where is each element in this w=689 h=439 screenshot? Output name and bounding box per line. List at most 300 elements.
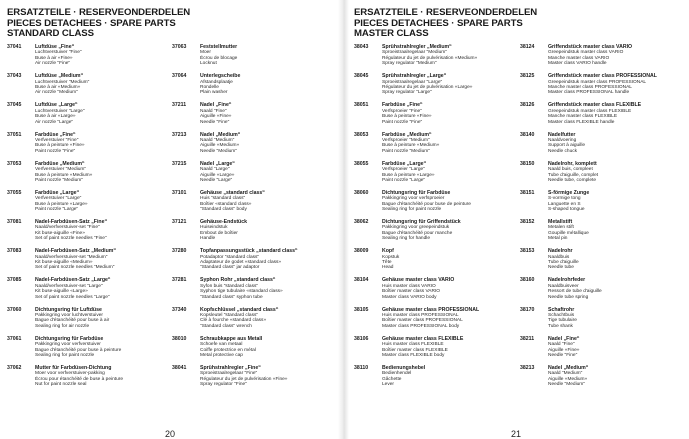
part-title: Farbdüse „Large“: [35, 189, 80, 196]
part-number: 38045: [354, 73, 369, 80]
part-title: Luftdüse „Medium“: [35, 73, 84, 80]
part-number: 37064: [172, 73, 187, 80]
left-page: [0, 0, 338, 439]
part-entry: [172, 366, 330, 388]
part-description: [200, 191, 330, 213]
part-title: Dichtungsring für Farbdüse: [382, 189, 451, 196]
part-translation: Régulateur du jet de pulvérisation «Fine»: [200, 376, 288, 382]
part-entry: [354, 74, 512, 96]
part-translation: Naaldvoering: [548, 137, 577, 143]
header-line-3: STANDARD CLASS: [7, 28, 94, 39]
part-number: 38010: [172, 335, 187, 342]
part-description: [200, 220, 330, 242]
part-title: Farbdüse „Medium“: [35, 160, 85, 167]
part-translation: Bague d'étanchéité pour buse à peinture: [35, 347, 122, 353]
part-description: [548, 162, 678, 184]
part-translation: S-shaped tongue: [548, 207, 585, 213]
left-column-2: [172, 45, 330, 388]
part-description: [548, 220, 678, 242]
part-translation: Luchtverstuiver "Large": [35, 108, 85, 114]
part-entry: [172, 162, 330, 184]
part-description: [382, 308, 512, 330]
part-title: Sprühstrahlregler „Fine“: [200, 364, 261, 371]
part-title: Farbdüse „Fine“: [382, 102, 423, 109]
part-title: Gehäuse master class FLEXIBLE: [382, 335, 464, 342]
part-number: 38051: [354, 102, 369, 109]
part-description: [200, 366, 330, 388]
part-number: 38104: [354, 277, 369, 284]
part-translation: Naald "Fine": [200, 108, 227, 114]
part-translation: Buse à peinture «Medium»: [382, 143, 440, 149]
part-translation: Aiguille «Fine»: [548, 347, 580, 353]
part-translation: Pakkingring voor verfverstuiver: [35, 342, 101, 348]
part-number: 38041: [172, 364, 187, 371]
part-translation: Air nozzle "Medium": [35, 90, 78, 96]
part-number: 38105: [354, 306, 369, 313]
part-number: 38213: [520, 364, 535, 371]
part-translation: Aiguille «Large»: [200, 172, 235, 178]
part-translation: Tige tubulaire: [548, 318, 577, 324]
part-title: Feststellmutter: [200, 44, 238, 50]
part-number: 38125: [520, 73, 535, 80]
part-translation: Bedienhendel: [382, 371, 412, 377]
part-translation: Schoefe van metaal: [200, 342, 243, 348]
part-title: Gehäuse-Endstück: [200, 219, 247, 226]
part-translation: Boîtier «standard class»: [200, 201, 252, 207]
part-title: Nadelrohr: [548, 248, 573, 255]
part-entry: [7, 74, 165, 96]
part-description: [35, 103, 165, 125]
part-entry: [7, 308, 165, 330]
part-description: [548, 366, 678, 388]
part-translation: Naald/verfverstuiver-set "Large": [35, 283, 103, 289]
part-number: 38043: [354, 44, 369, 50]
header-line-3: MASTER CLASS: [354, 28, 429, 39]
part-translation: Kit buse-aiguille «Fine»: [35, 230, 85, 236]
part-number: 38151: [520, 189, 535, 196]
part-translation: Verfsproeier "Fine": [382, 108, 422, 114]
part-title: Nadelfutter: [548, 131, 576, 138]
part-translation: Support à aiguille: [548, 143, 586, 149]
part-title: Dichtungsring für Farbdüse: [35, 335, 104, 342]
part-description: [200, 133, 330, 155]
part-translation: Sealing ring for paint nozzle: [382, 207, 442, 213]
part-translation: Bague d'étanchéité pour buse de peinture: [382, 201, 471, 207]
part-title: Farbdüse „Large“: [382, 160, 427, 167]
part-number: 38160: [520, 277, 535, 284]
part-description: [548, 45, 678, 67]
part-description: [200, 249, 330, 271]
part-number: 38211: [520, 335, 535, 342]
header-line-2: PIECES DETACHEES · SPARE PARTS: [354, 17, 523, 29]
part-entry: [520, 133, 678, 155]
part-translation: Rondelle: [200, 84, 219, 90]
part-translation: Moer voor verfverstuiver-pakking: [35, 371, 105, 377]
part-description: [35, 249, 165, 271]
part-translation: Spray regulator "Large": [382, 90, 432, 96]
part-title: Nadel „Medium“: [548, 364, 589, 371]
part-title: Nadel-Farbdüsen-Satz „Large“: [35, 277, 111, 284]
part-translation: Kit buse-aiguille «Large»: [35, 289, 88, 295]
part-translation: Needle "Fine": [548, 352, 578, 358]
part-entry: [354, 191, 512, 213]
part-translation: Plain washer: [200, 90, 228, 96]
header-line-1: ERSATZTEILE · RESERVEONDERDELEN: [7, 7, 191, 18]
part-description: [35, 45, 165, 67]
part-translation: Luchtverstuiver "Fine": [35, 50, 82, 56]
part-translation: "Standard class" wrench: [200, 323, 252, 329]
part-title: Sprühstrahlregler „Large“: [382, 73, 447, 80]
part-entry: [354, 308, 512, 330]
part-entry: [354, 249, 512, 271]
part-entry: [354, 162, 512, 184]
part-number: 38170: [520, 306, 535, 313]
part-translation: Sproeistraalregelaar "Medium": [382, 50, 447, 56]
part-description: [382, 366, 512, 388]
part-number: 37043: [7, 73, 22, 80]
part-translation: Syfon buis "standard class": [200, 283, 259, 289]
part-translation: Manche master class VARIO: [548, 55, 610, 61]
part-translation: Naald/verfverstuiver-set "Fine": [35, 225, 100, 231]
part-number: 37061: [7, 335, 22, 342]
part-translation: "Standard class" syphon tube: [200, 294, 263, 300]
part-title: Kopfschlüssel „standard class“: [200, 306, 279, 313]
part-title: Griffendstück master class FLEXIBLE: [548, 102, 642, 109]
part-description: [548, 337, 678, 359]
part-translation: Needle tube, complete: [548, 177, 596, 183]
part-translation: Pakkingring voor luchtverstuiver: [35, 312, 103, 318]
part-entry: [7, 366, 165, 388]
part-translation: Pakkingring voor greepeindstuk: [382, 225, 450, 231]
part-description: [382, 278, 512, 300]
part-entry: [354, 220, 512, 242]
part-translation: Master class VARIO handle: [548, 61, 607, 67]
part-description: [382, 249, 512, 271]
part-description: [548, 103, 678, 125]
part-description: [200, 45, 330, 67]
part-translation: Naald "Fine": [548, 342, 575, 348]
part-entry: [520, 249, 678, 271]
part-number: 37083: [7, 248, 22, 255]
part-translation: Languette en S: [548, 201, 581, 207]
part-entry: [520, 191, 678, 213]
part-translation: Nut for paint nozzle seal: [35, 382, 87, 388]
part-translation: "Standard class" jar adaptor: [200, 265, 260, 271]
part-translation: Buse à peinture «Large»: [382, 172, 435, 178]
part-entry: [7, 337, 165, 359]
part-description: [35, 162, 165, 184]
part-number: 37051: [7, 131, 22, 138]
part-translation: Régulateur du jet de pulvérisation «Large»: [382, 84, 473, 90]
part-translation: Embout de boîtier: [200, 230, 238, 236]
part-translation: Metalen stift: [548, 225, 574, 231]
part-title: Sprühstrahlregler „Medium“: [382, 44, 452, 50]
part-entry: [172, 337, 330, 359]
part-title: Farbdüse „Medium“: [382, 131, 432, 138]
part-translation: Greepeindstuk master class PROFESSIONAL: [548, 79, 647, 85]
part-translation: Handle: [200, 236, 216, 242]
part-title: Nadel „Fine“: [200, 102, 232, 109]
part-description: [548, 308, 678, 330]
part-description: [35, 308, 165, 330]
part-translation: Paint nozzle "Medium": [382, 148, 430, 154]
part-translation: Buse à peinture «Fine»: [382, 114, 432, 120]
part-entry: [520, 103, 678, 125]
part-title: Nadel „Large“: [200, 160, 235, 167]
part-translation: Boîtier master class PROFESSIONAL: [382, 318, 463, 324]
part-translation: Luchtverstuiver "Medium": [35, 79, 90, 85]
part-translation: Paint nozzle "Large": [35, 207, 79, 213]
part-number: 37101: [172, 189, 187, 196]
part-number: 38060: [354, 189, 369, 196]
part-number: 38124: [520, 44, 535, 50]
part-entry: [520, 337, 678, 359]
part-entry: [172, 220, 330, 242]
part-entry: [172, 133, 330, 155]
part-translation: Ressort de tube d'aiguille: [548, 289, 602, 295]
part-title: Luftdüse „Fine“: [35, 44, 75, 50]
part-translation: Locknut: [200, 61, 217, 67]
part-translation: Paint nozzle "Medium": [35, 177, 83, 183]
part-entry: [354, 133, 512, 155]
part-title: Gehäuse master class VARIO: [382, 277, 455, 284]
part-translation: Sproeistraalregelaar "Large": [382, 79, 443, 85]
right-page: [349, 0, 689, 439]
part-title: Dichtungsring für Griffendstück: [382, 219, 461, 226]
part-translation: Buse à peinture «Medium»: [35, 172, 93, 178]
part-title: Unterlegscheibe: [200, 73, 241, 80]
part-description: [200, 337, 330, 359]
page-number: 21: [511, 429, 522, 439]
part-translation: Coiffe protectrice en métal: [200, 347, 256, 353]
page-number: 20: [165, 429, 176, 439]
part-translation: Bague d'étanchéité pour manche: [382, 230, 453, 236]
part-translation: Goupille métallique: [548, 230, 589, 236]
part-entry: [7, 103, 165, 125]
part-entry: [354, 337, 512, 359]
part-number: 37280: [172, 248, 187, 255]
part-description: [200, 162, 330, 184]
part-translation: Lever: [382, 382, 394, 388]
part-translation: Master class PROFESSIONAL body: [382, 323, 460, 329]
part-number: 37041: [7, 44, 22, 50]
part-translation: Sealing ring for paint nozzle: [35, 352, 95, 358]
header-line-2: PIECES DETACHEES · SPARE PARTS: [7, 17, 176, 29]
part-entry: [520, 366, 678, 388]
part-number: 37045: [7, 102, 22, 109]
part-translation: Buse à air «Fine»: [35, 55, 73, 61]
part-translation: Manche master class PROFESSIONAL: [548, 84, 632, 90]
part-number: 38140: [520, 131, 535, 138]
part-number: 37085: [7, 277, 22, 284]
part-title: Mutter für Farbdüsen-Dichtung: [35, 364, 112, 371]
part-description: [35, 278, 165, 300]
part-title: Bedienungshebel: [382, 364, 426, 371]
part-number: 38062: [354, 219, 369, 226]
part-translation: Verfsproeier "Medium": [382, 137, 430, 143]
part-translation: Air nozzle "Fine": [35, 61, 71, 67]
part-description: [382, 337, 512, 359]
part-description: [382, 103, 512, 125]
header-line-1: ERSATZTEILE · RESERVEONDERDELEN: [354, 7, 538, 18]
part-translation: Pakkingring voor verfsproeier: [382, 196, 445, 202]
part-title: Syphon Rohr „standard class“: [200, 277, 276, 284]
part-entry: [520, 308, 678, 330]
part-title: Nadelrohr, komplett: [548, 160, 597, 167]
part-title: Dichtungsring für Luftdüse: [35, 306, 102, 313]
part-title: Nadelrohrfeder: [548, 277, 586, 284]
part-entry: [7, 133, 165, 155]
part-entry: [172, 278, 330, 300]
part-translation: Needle "Medium": [548, 382, 586, 388]
part-translation: Huis master class PROFESSIONAL: [382, 312, 459, 318]
part-number: 37340: [172, 306, 187, 313]
part-translation: Huis "standard class": [200, 196, 246, 202]
part-number: 37060: [7, 306, 22, 313]
part-number: 38153: [520, 248, 535, 255]
part-title: Schaftrohr: [548, 306, 575, 313]
part-entry: [7, 220, 165, 242]
part-title: Nadel-Farbdüsen-Satz „Fine“: [35, 219, 108, 226]
part-title: Schraubkappe aus Metall: [200, 335, 263, 342]
part-translation: Verfverstuiver "Fine": [35, 137, 79, 143]
part-translation: Syphon tige tubulaire «standard class»: [200, 289, 283, 295]
part-translation: Needle tube spring: [548, 294, 589, 300]
part-entry: [172, 45, 330, 67]
part-title: Griffendstück master class VARIO: [548, 44, 633, 50]
part-translation: Naald "Large": [200, 167, 230, 173]
part-translation: Aiguille «Medium»: [200, 143, 240, 149]
part-translation: Naald/verfverstuiver-set "Medium": [35, 254, 108, 260]
part-translation: Needle tube: [548, 265, 574, 271]
part-title: Kopf: [382, 248, 394, 255]
part-number: 37281: [172, 277, 187, 284]
part-entry: [172, 103, 330, 125]
part-translation: Set of paint nozzle needles "Fine": [35, 236, 107, 242]
part-translation: Aiguille «Medium»: [548, 376, 588, 382]
part-translation: Tube d'aiguille: [548, 260, 579, 266]
part-entry: [7, 162, 165, 184]
part-title: Nadel „Fine“: [548, 335, 580, 342]
part-translation: Gâchette: [382, 376, 402, 382]
part-description: [35, 133, 165, 155]
part-translation: Sealing ring for air nozzle: [35, 323, 90, 329]
part-title: Farbdüse „Fine“: [35, 131, 76, 138]
part-title: Metallstift: [548, 219, 573, 226]
part-translation: Needle "Medium": [200, 148, 238, 154]
part-translation: "Standard class" body: [200, 207, 247, 213]
part-translation: Verfverstuiver "Medium": [35, 167, 87, 173]
part-translation: Écrou de blocage: [200, 55, 238, 61]
part-translation: Set of paint nozzle needles "Large": [35, 294, 110, 300]
part-translation: Spray regulator "Medium": [382, 61, 437, 67]
part-number: 38055: [354, 160, 369, 167]
part-description: [382, 133, 512, 155]
part-title: Luftdüse „Large“: [35, 102, 78, 109]
book-gutter: [338, 0, 349, 439]
part-number: 37215: [172, 160, 187, 167]
part-title: Topfanpassungsstück „standard class“: [200, 248, 298, 255]
part-entry: [7, 278, 165, 300]
part-entry: [172, 308, 330, 330]
part-translation: Écrou pour étanchéité de buse à peinture: [35, 376, 124, 382]
part-entry: [520, 45, 678, 67]
part-entry: [520, 74, 678, 96]
part-translation: Boîtier master class FLEXIBLE: [382, 347, 448, 353]
part-translation: Verfsproeier "Large": [382, 167, 425, 173]
part-entry: [354, 45, 512, 67]
part-number: 37121: [172, 219, 187, 226]
part-translation: Needle "Fine": [200, 119, 230, 125]
part-description: [382, 191, 512, 213]
part-translation: S-vormige tong: [548, 196, 581, 202]
part-number: 37055: [7, 189, 22, 196]
part-translation: Bague d'étanchéité pour buse à air: [35, 318, 110, 324]
part-translation: Paint nozzle "Fine": [35, 148, 76, 154]
part-entry: [354, 366, 512, 388]
part-translation: Huis master class FLEXIBLE: [382, 342, 444, 348]
part-number: 38053: [354, 131, 369, 138]
part-entry: [520, 162, 678, 184]
part-translation: Head: [382, 265, 394, 271]
part-translation: Sealing ring for handle: [382, 236, 431, 242]
part-entry: [7, 249, 165, 271]
part-title: S-förmige Zunge: [548, 189, 590, 196]
part-number: 38126: [520, 102, 535, 109]
part-translation: Buse à peinture «Fine»: [35, 143, 85, 149]
part-translation: Buse à air «Medium»: [35, 84, 81, 90]
part-translation: Moer: [200, 50, 211, 56]
part-translation: Afstandsplaatje: [200, 79, 233, 85]
part-translation: Boîtier master class VARIO: [382, 289, 441, 295]
part-translation: Potadaptor "standard class": [200, 254, 260, 260]
part-translation: Master class FLEXIBLE handle: [548, 119, 615, 125]
part-translation: Clé à fourche «standard class»: [200, 318, 267, 324]
part-description: [200, 278, 330, 300]
part-translation: Tube d'aiguille, complet: [548, 172, 599, 178]
part-translation: Sproeistraalregelaar "Fine": [200, 371, 258, 377]
part-description: [382, 74, 512, 96]
part-translation: Metal pin: [548, 236, 568, 242]
part-translation: Spray regulator "Fine": [200, 382, 247, 388]
part-translation: Master class FLEXIBLE body: [382, 352, 445, 358]
left-column-1: [7, 45, 165, 388]
right-column-2: [520, 45, 678, 388]
part-description: [548, 74, 678, 96]
part-number: 38150: [520, 160, 535, 167]
part-number: 38009: [354, 248, 369, 255]
part-number: 37081: [7, 219, 22, 226]
part-translation: Set of paint nozzle needles "Medium": [35, 265, 115, 271]
part-entry: [354, 103, 512, 125]
part-translation: Naald "Medium": [548, 371, 583, 377]
part-translation: Greepeindstuk master class VARIO: [548, 50, 624, 56]
part-description: [382, 45, 512, 67]
part-translation: Huiseindstuk: [200, 225, 228, 231]
part-translation: Naald buis, compleet: [548, 167, 593, 173]
part-entry: [172, 249, 330, 271]
part-translation: Tête: [382, 260, 392, 266]
part-translation: Needle "Large": [200, 177, 233, 183]
part-translation: Master class PROFESSIONAL handle: [548, 90, 630, 96]
part-description: [35, 220, 165, 242]
part-translation: Naaldbuisveer: [548, 283, 579, 289]
part-number: 37063: [172, 44, 187, 50]
part-number: 37062: [7, 364, 22, 371]
part-translation: Greepeindstuk master class FLEXIBLE: [548, 108, 632, 114]
part-translation: Régulateur du jet de pulvérisation «Medium»: [382, 55, 478, 61]
part-translation: Naaldbuis: [548, 254, 570, 260]
